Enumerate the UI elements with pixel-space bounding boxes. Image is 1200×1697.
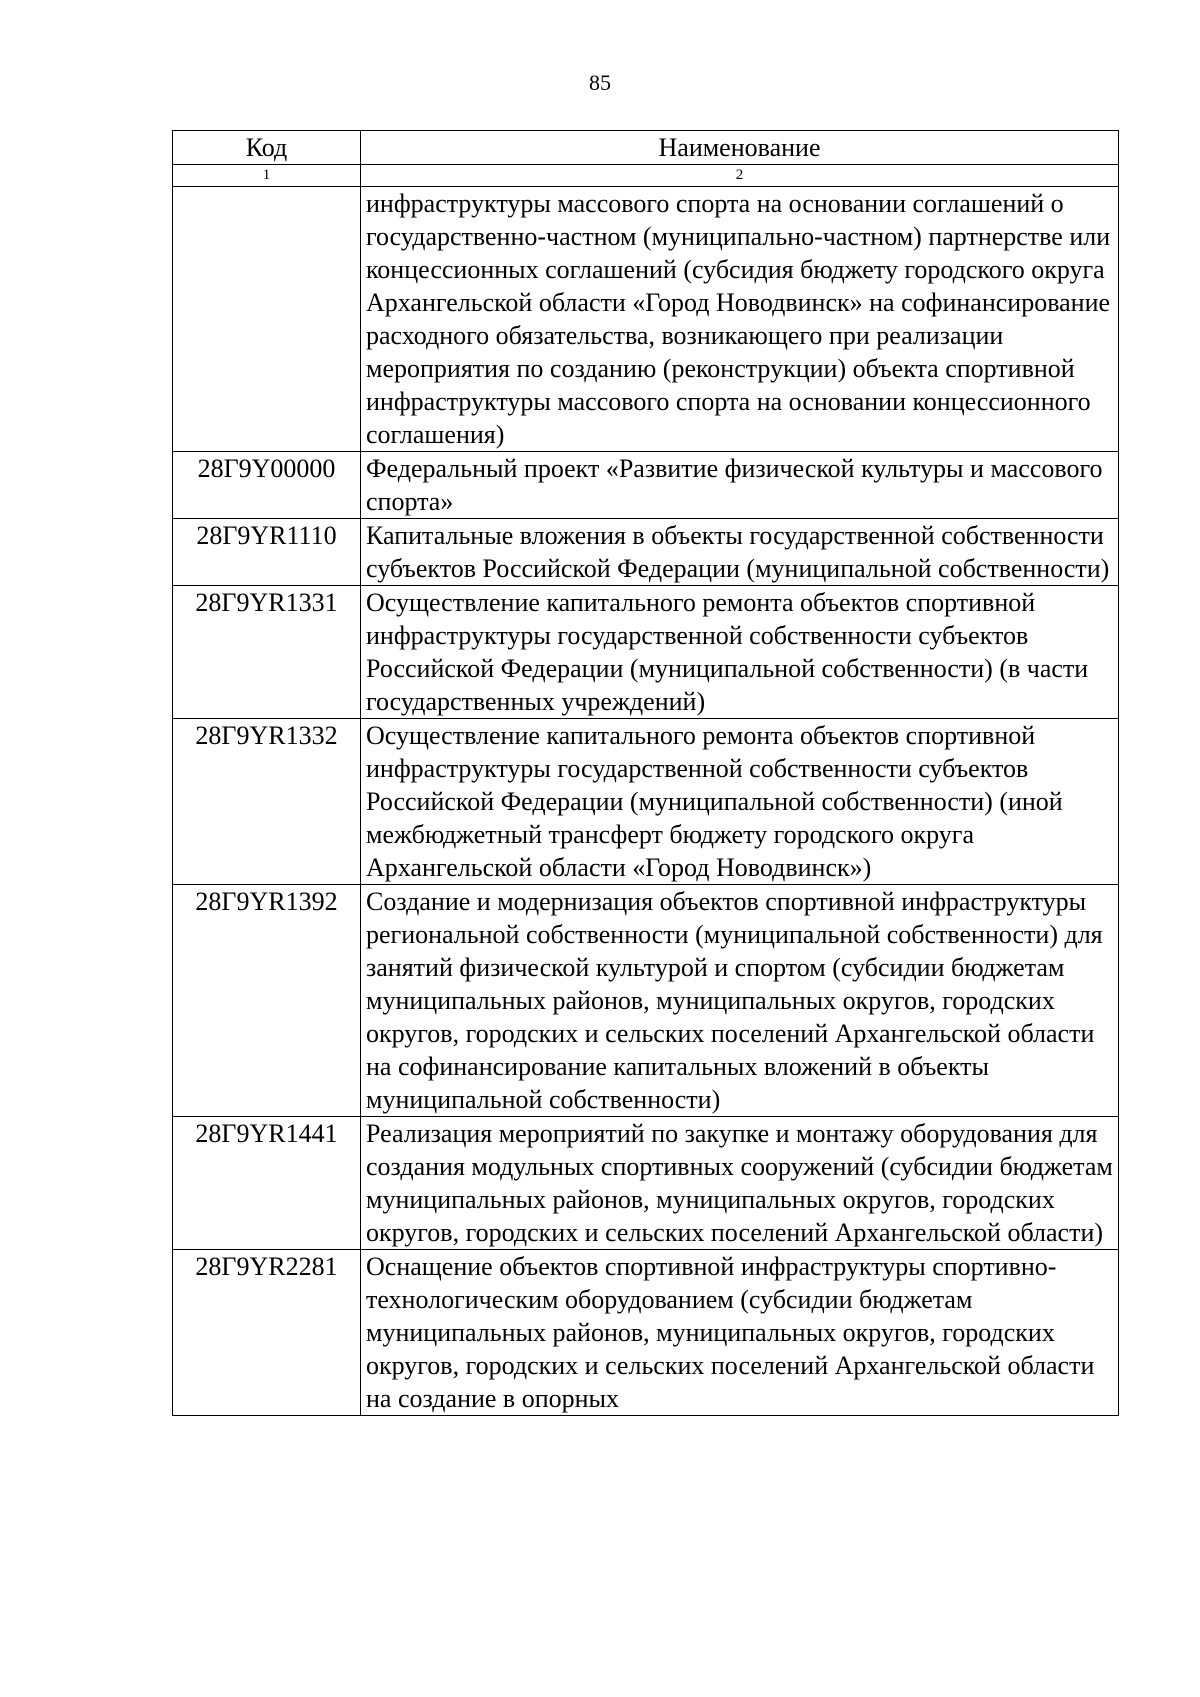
table-row: [173, 885, 1119, 1117]
table-row: [173, 187, 1119, 452]
table-row: [173, 519, 1119, 586]
column-header-name: Наименование: [361, 131, 1119, 165]
row-name: Оснащение объектов спортивной инфраструктуры спортивно-технологическим оборудованием (субсидии бюджетам муниципальных районов, муниципальных округов, городских округов, городских и сельских поселений Архангельской области на создание в опорных: [361, 1250, 1119, 1416]
row-name: инфраструктуры массового спорта на основании соглашений о государственно-частном (муниципально-частном) партнерстве или концессионных соглашений (субсидия бюджету городского округа Архангельской области «Город Новодвинск» на софинансирование расходного обязательства, возникающего при реализации мероприятия по созданию (реконструкции) объекта спортивной инфраструктуры массового спорта на основании концессионного соглашения): [361, 187, 1119, 452]
column-number-code: 1: [173, 165, 361, 187]
table-row: [173, 1250, 1119, 1416]
table-row: [173, 719, 1119, 885]
table-header-row: [173, 131, 1119, 165]
row-name: Осуществление капитального ремонта объектов спортивной инфраструктуры государственной собственности субъектов Российской Федерации (муниципальной собственности) (иной межбюджетный трансферт бюджету городского округа Архангельской области «Город Новодвинск»): [361, 719, 1119, 885]
row-name: Осуществление капитального ремонта объектов спортивной инфраструктуры государственной собственности субъектов Российской Федерации (муниципальной собственности) (в части государственных учреждений): [361, 586, 1119, 719]
page-number: 85: [589, 70, 611, 95]
row-name: Создание и модернизация объектов спортивной инфраструктуры региональной собственности (муниципальной собственности) для занятий физической культурой и спортом (субсидии бюджетам муниципальных районов, муниципальных округов, городских округов, городских и сельских поселений Архангельской области на софинансирование капитальных вложений в объекты муниципальной собственности): [361, 885, 1119, 1117]
row-code: [173, 187, 361, 452]
row-name: Реализация мероприятий по закупке и монтажу оборудования для создания модульных спортивных сооружений (субсидии бюджетам муниципальных районов, муниципальных округов, городских округов, городских и сельских поселений Архангельской области): [361, 1117, 1119, 1250]
row-code: 28Г9YR2281: [173, 1250, 361, 1416]
table-row: [173, 1117, 1119, 1250]
row-name: Федеральный проект «Развитие физической культуры и массового спорта»: [361, 452, 1119, 519]
column-number-row: [173, 165, 1119, 187]
row-name: Капитальные вложения в объекты государственной собственности субъектов Российской Федерации (муниципальной собственности): [361, 519, 1119, 586]
row-code: 28Г9YR1110: [173, 519, 361, 586]
table-row: [173, 452, 1119, 519]
row-code: 28Г9YR1441: [173, 1117, 361, 1250]
row-code: 28Г9YR1332: [173, 719, 361, 885]
column-header-code: Код: [173, 131, 361, 165]
column-number-name: 2: [361, 165, 1119, 187]
table-row: [173, 586, 1119, 719]
row-code: 28Г9Y00000: [173, 452, 361, 519]
row-code: 28Г9YR1392: [173, 885, 361, 1117]
row-code: 28Г9YR1331: [173, 586, 361, 719]
classification-table: [172, 130, 1119, 1416]
